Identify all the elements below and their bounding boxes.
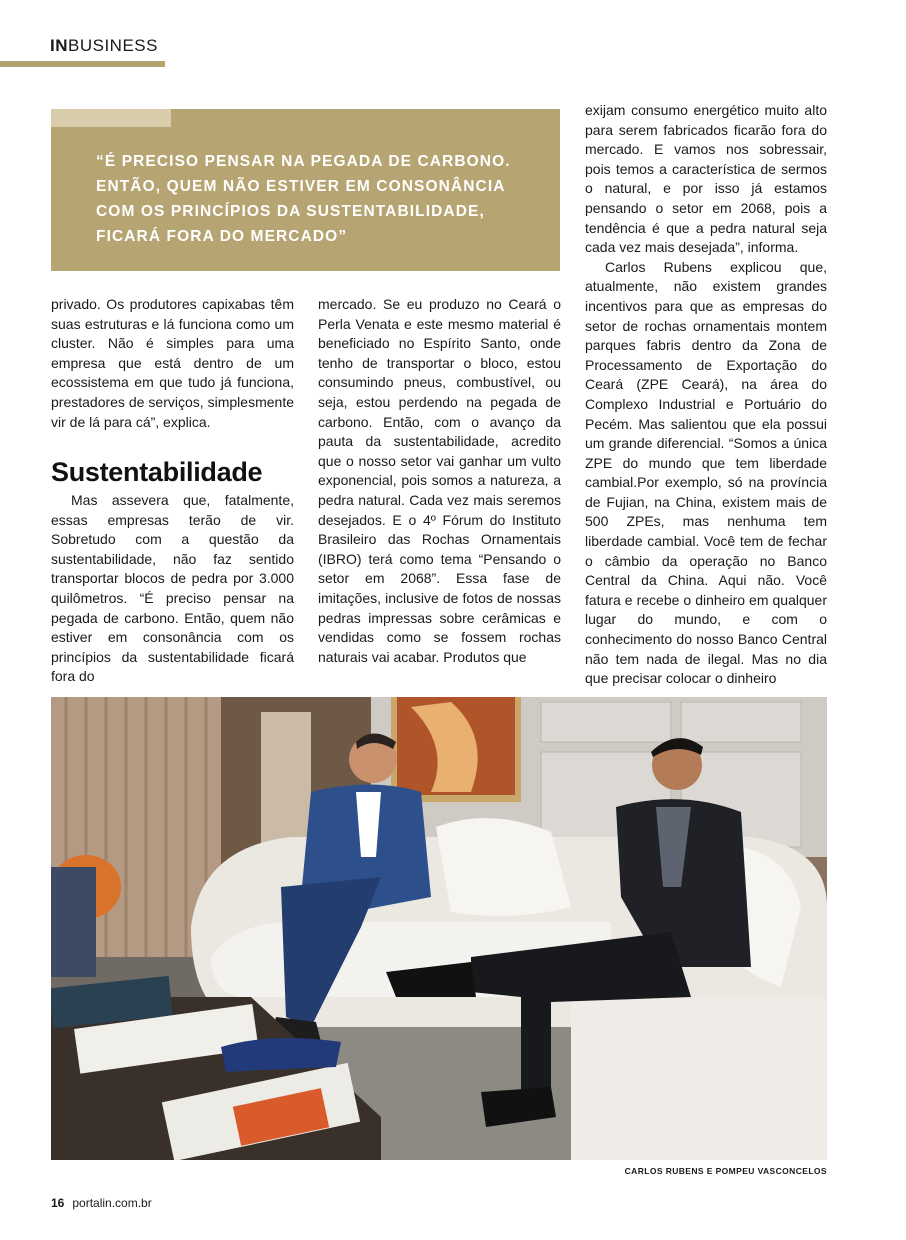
photo-illustration [51, 697, 827, 1160]
column-1-top [51, 295, 294, 432]
subheading: Sustentabilidade [51, 457, 263, 487]
section-header-rest: BUSINESS [68, 36, 158, 55]
paragraph: mercado. Se eu produzo no Ceará o Perla Venata e este mesmo material é beneficiado no Espírito Santo, onde tenho de transportar o bloco, estou consumindo pneus, combustível, ou seja, estou perdendo na pegada de carbono. Então, com o avanço da pauta da sustentabilidade, acredito que o nosso setor vai ganhar um vulto exponencial, pois somos a natureza, a pedra natural. Cada vez mais seremos desejados. E o 4º Fórum do Instituto Brasileiro das Rochas Ornamentais (IBRO) terá como tema “Pensando o setor em 2068”. Essa fase de imitações, inclusive de fotos de nossas pedras impressas sobre cerâmicas e vendidas como se fossem rochas naturais vai acabar. Produtos que [318, 296, 561, 665]
paragraph: Mas assevera que, fatalmente, essas empresas terão de vir. Sobretudo com a questão da sustentabilidade, não faz sentido transportar blocos de pedra por 3.000 quilômetros. “É preciso pensar na pegada de carbono. Então, quem não estiver em consonância com os princípios da sustentabilidade ficará fora do [51, 492, 294, 685]
footer-site: portalin.com.br [72, 1196, 152, 1210]
pull-quote-text: “É PRECISO PENSAR NA PEGADA DE CARBONO. ENTÃO, QUEM NÃO ESTIVER EM CONSONÂNCIA COM OS PRINCÍPIOS DA SUSTENTABILIDADE, FICARÁ FORA DO MERCADO” [96, 153, 511, 245]
page-number: 16 [51, 1196, 65, 1210]
column-2 [318, 295, 561, 667]
pull-quote-tab [51, 109, 171, 127]
page-footer [51, 1196, 152, 1210]
paragraph: privado. Os produtores capixabas têm suas estruturas e lá funciona como um cluster. Não é simples para uma empresa que está dentro de um ecossistema em que tudo já funciona, prestadores de serviços, simplesmente vir de lá para cá”, explica. [51, 296, 294, 430]
section-header [50, 36, 158, 56]
paragraph: Carlos Rubens explicou que, atualmente, não existem grandes incentivos para que as empresas do setor de rochas ornamentais montem parques fabris dentro da Zona de Processamento de Exportação do Ceará (ZPE Ceará), na área do Complexo Industrial e Portuário do Pecém. Mas salientou que ela possui um grande diferencial. “Somos a única ZPE do mundo que tem liberdade cambial.Por exemplo, só na província de Fujian, na China, existem mais de 500 ZPEs, mas nenhuma tem liberdade cambial. Você tem de fechar o câmbio da operação no Banco Central da China. Aqui não. Você fatura e recebe o dinheiro em qualquer lugar do mundo, e com o conhecimento do nosso Banco Central não tem nada de ilegal. Mas no dia que precisar colocar o dinheiro [585, 258, 827, 687]
section-header-bold: IN [50, 36, 68, 55]
interview-photo [51, 697, 827, 1160]
photo-caption: CARLOS RUBENS E POMPEU VASCONCELOS [624, 1166, 827, 1176]
header-accent-bar [0, 61, 165, 67]
pull-quote-box [51, 109, 560, 271]
column-3 [585, 101, 827, 689]
paragraph: exijam consumo energético muito alto para serem fabricados ficarão fora do mercado. E vamos nos sobressair, pois temos a característica de sermos o natural, e por isso já estamos pensando o setor em 2068, pois a tendência é que a pedra natural seja cada vez mais desejada”, informa. [585, 102, 827, 256]
column-1-bottom [51, 491, 294, 687]
